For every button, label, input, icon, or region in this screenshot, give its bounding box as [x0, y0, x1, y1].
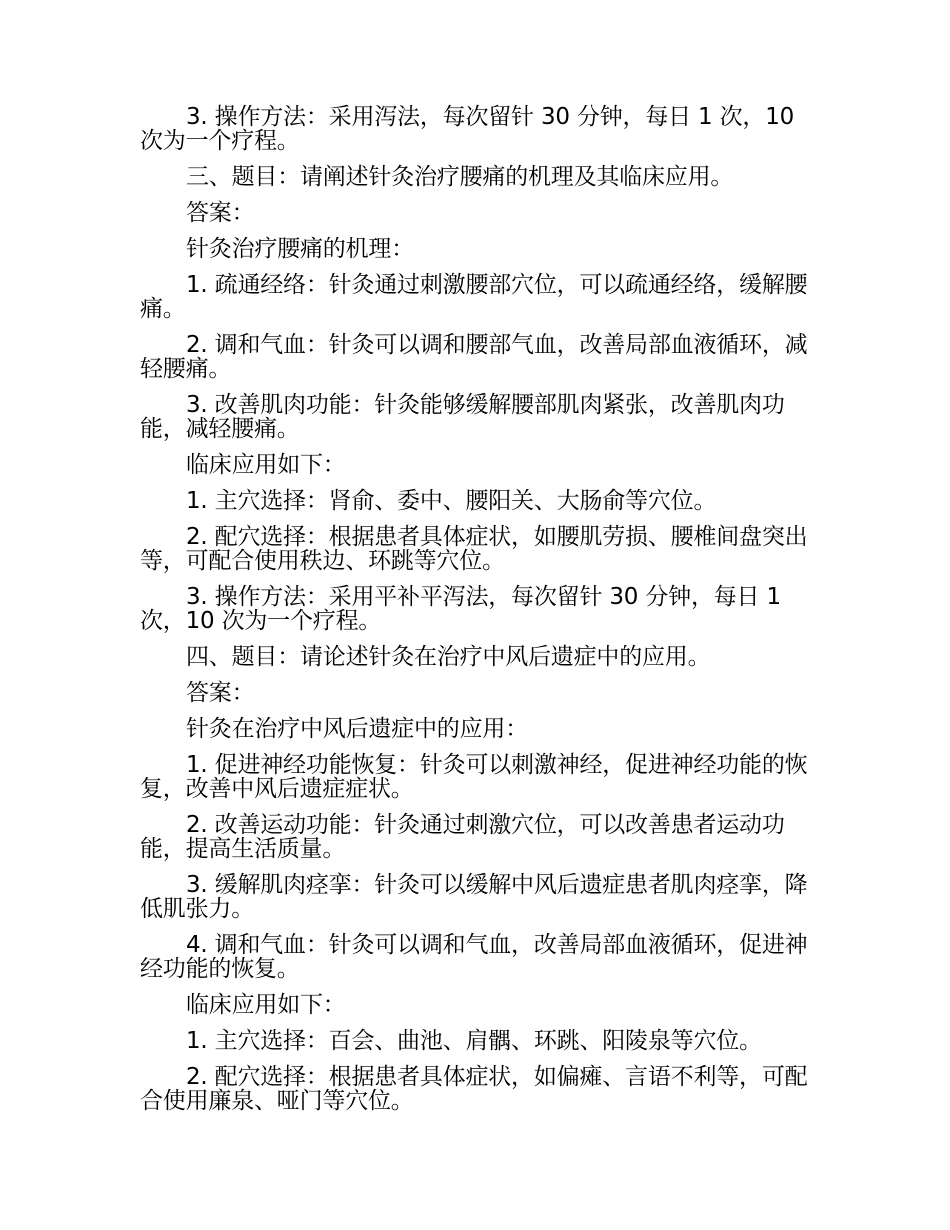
- clinical-item-4-1: 1. 主穴选择：百会、曲池、肩髃、环跳、阳陵泉等穴位。: [186, 1028, 762, 1054]
- paragraph-method-1: 3. 操作方法：采用泻法，每次留针 30 分钟，每日 1 次，10 次为一个疗程。: [140, 104, 795, 154]
- mechanism-item-3: 3. 改善肌肉功能：针灸能够缓解腰部肌肉紧张，改善肌肉功能，减轻腰痛。: [140, 392, 785, 442]
- application-item-2: 2. 改善运动功能：针灸通过刺激穴位，可以改善患者运动功能，提高生活质量。: [140, 812, 785, 862]
- mechanism-item-2: 2. 调和气血：针灸可以调和腰部气血，改善局部血液循环，减轻腰痛。: [140, 332, 808, 382]
- clinical-heading-4: 临床应用如下：: [186, 992, 346, 1018]
- application-heading: 针灸在治疗中风后遗症中的应用：: [186, 716, 529, 742]
- question-3-title: 三、题目：请阐述针灸治疗腰痛的机理及其临床应用。: [186, 164, 734, 190]
- mechanism-heading: 针灸治疗腰痛的机理：: [186, 236, 415, 262]
- clinical-item-3-1: 1. 主穴选择：肾俞、委中、腰阳关、大肠俞等穴位。: [186, 488, 717, 514]
- clinical-heading-3: 临床应用如下：: [186, 452, 346, 478]
- question-4-title: 四、题目：请论述针灸在治疗中风后遗症中的应用。: [186, 644, 711, 670]
- clinical-item-3-2: 2. 配穴选择：根据患者具体症状，如腰肌劳损、腰椎间盘突出等，可配合使用秩边、环跳等穴位。: [140, 524, 808, 574]
- application-item-3: 3. 缓解肌肉痉挛：针灸可以缓解中风后遗症患者肌肉痉挛，降低肌张力。: [140, 872, 808, 922]
- document-page: [140, 105, 812, 1125]
- answer-label-3: 答案：: [186, 200, 255, 226]
- mechanism-item-1: 1. 疏通经络：针灸通过刺激腰部穴位，可以疏通经络，缓解腰痛。: [140, 272, 808, 322]
- clinical-item-4-2: 2. 配穴选择：根据患者具体症状，如偏瘫、言语不利等，可配合使用廉泉、哑门等穴位。: [140, 1064, 808, 1114]
- clinical-item-3-3: 3. 操作方法：采用平补平泻法，每次留针 30 分钟，每日 1 次，10 次为一个疗程。: [140, 584, 781, 634]
- answer-label-4: 答案：: [186, 680, 255, 706]
- application-item-1: 1. 促进神经功能恢复：针灸可以刺激神经，促进神经功能的恢复，改善中风后遗症症状。: [140, 752, 808, 802]
- application-item-4: 4. 调和气血：针灸可以调和气血，改善局部血液循环，促进神经功能的恢复。: [140, 932, 808, 982]
